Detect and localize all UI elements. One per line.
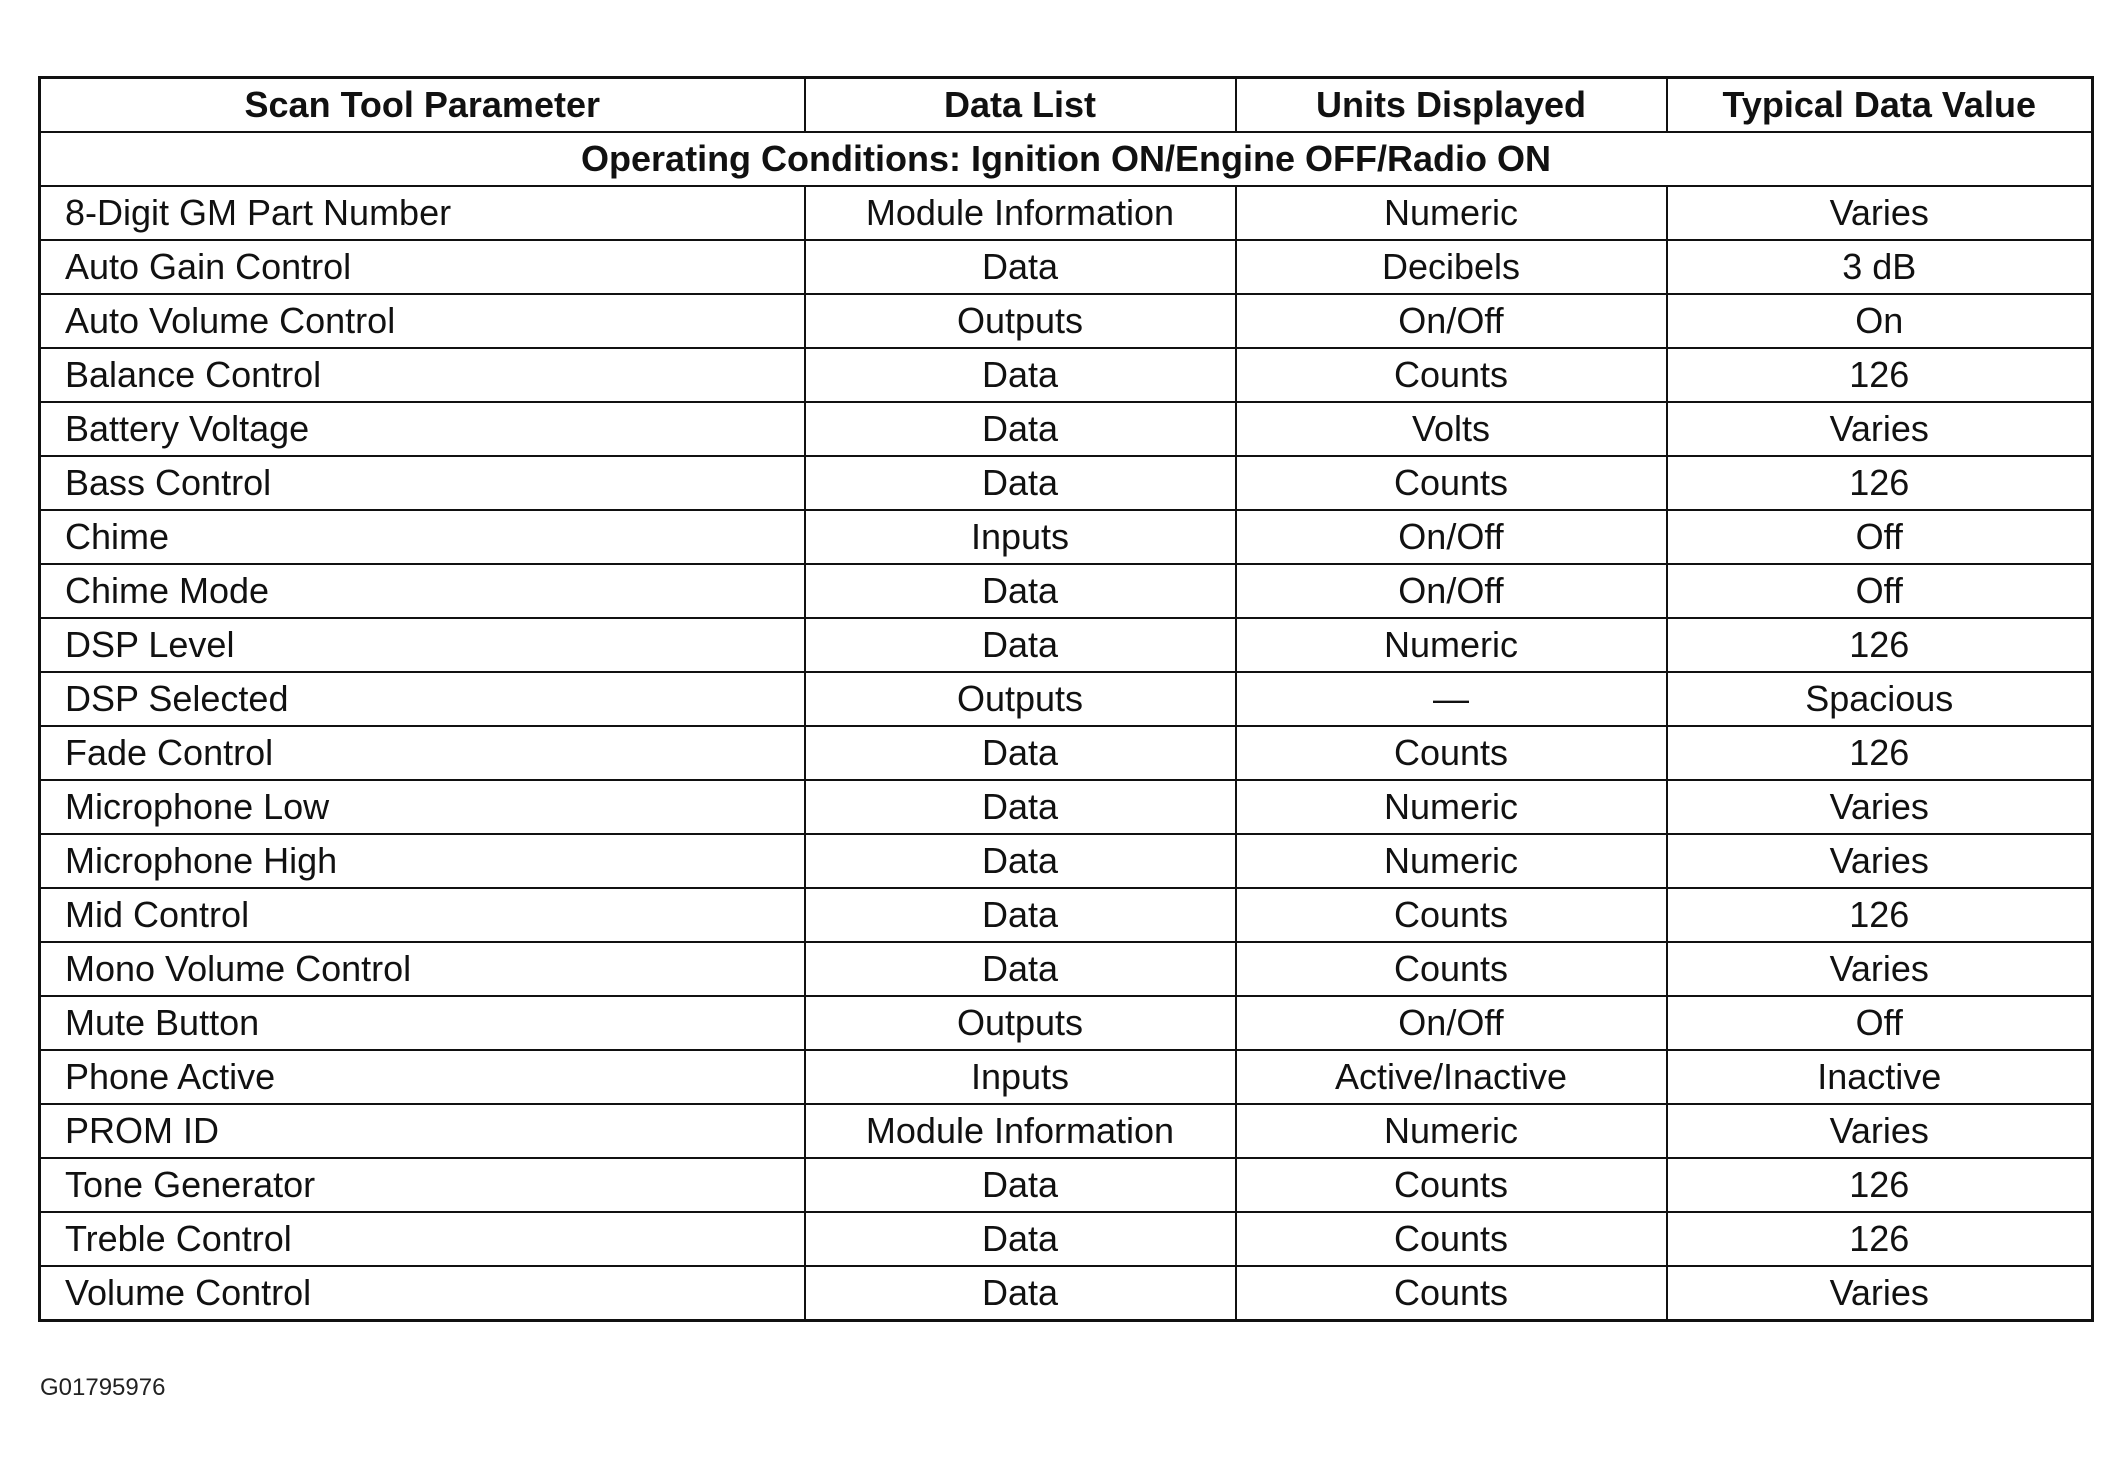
table-row [40,456,2093,510]
typical-value-cell: Varies [1667,834,2093,888]
table-row [40,996,2093,1050]
table-row [40,780,2093,834]
operating-conditions: Operating Conditions: Ignition ON/Engine OFF/Radio ON [40,132,2093,186]
table-row [40,294,2093,348]
typical-value-cell: Varies [1667,942,2093,996]
typical-value-cell: 126 [1667,618,2093,672]
units-cell: On/Off [1236,564,1667,618]
parameter-cell: Fade Control [40,726,805,780]
typical-value-cell: Off [1667,996,2093,1050]
typical-value-cell: On [1667,294,2093,348]
units-cell: Counts [1236,888,1667,942]
data-list-cell: Data [805,564,1236,618]
units-cell: Counts [1236,1212,1667,1266]
data-list-cell: Outputs [805,294,1236,348]
units-cell: Decibels [1236,240,1667,294]
typical-value-cell: 126 [1667,1212,2093,1266]
typical-value-cell: Inactive [1667,1050,2093,1104]
table-header-row [40,78,2093,133]
data-list-cell: Outputs [805,996,1236,1050]
parameter-cell: Auto Gain Control [40,240,805,294]
parameter-cell: DSP Selected [40,672,805,726]
table-row [40,1104,2093,1158]
units-cell: On/Off [1236,294,1667,348]
parameter-cell: PROM ID [40,1104,805,1158]
data-list-cell: Data [805,1266,1236,1321]
units-cell: Numeric [1236,834,1667,888]
units-cell: Numeric [1236,186,1667,240]
data-list-cell: Outputs [805,672,1236,726]
table-row [40,1050,2093,1104]
units-cell: — [1236,672,1667,726]
parameter-cell: Chime Mode [40,564,805,618]
parameter-cell: Phone Active [40,1050,805,1104]
typical-value-cell: Varies [1667,780,2093,834]
table-row [40,726,2093,780]
parameter-cell: Microphone High [40,834,805,888]
table-row [40,348,2093,402]
data-list-cell: Data [805,618,1236,672]
typical-value-cell: Varies [1667,402,2093,456]
typical-value-cell: 3 dB [1667,240,2093,294]
typical-value-cell: 126 [1667,1158,2093,1212]
units-cell: Counts [1236,1266,1667,1321]
units-cell: On/Off [1236,510,1667,564]
table-row [40,240,2093,294]
table-row [40,1158,2093,1212]
units-cell: Active/Inactive [1236,1050,1667,1104]
data-list-cell: Data [805,348,1236,402]
header-data-list: Data List [805,78,1236,133]
parameter-cell: Auto Volume Control [40,294,805,348]
parameter-cell: Mono Volume Control [40,942,805,996]
table-row [40,510,2093,564]
table-row [40,186,2093,240]
typical-value-cell: 126 [1667,888,2093,942]
table-row [40,834,2093,888]
scan-tool-data-table [38,76,2094,1322]
figure-id: G01795976 [40,1374,166,1401]
table-row [40,618,2093,672]
table-row [40,564,2093,618]
units-cell: Counts [1236,942,1667,996]
parameter-cell: Mid Control [40,888,805,942]
header-scan-tool-parameter: Scan Tool Parameter [40,78,805,133]
units-cell: Numeric [1236,780,1667,834]
parameter-cell: Chime [40,510,805,564]
typical-value-cell: Varies [1667,1266,2093,1321]
parameter-cell: Mute Button [40,996,805,1050]
header-units-displayed: Units Displayed [1236,78,1667,133]
header-typical-data-value: Typical Data Value [1667,78,2093,133]
table-row [40,942,2093,996]
parameter-cell: Battery Voltage [40,402,805,456]
data-list-cell: Data [805,1158,1236,1212]
data-list-cell: Data [805,888,1236,942]
units-cell: Counts [1236,726,1667,780]
units-cell: On/Off [1236,996,1667,1050]
table-row [40,672,2093,726]
data-list-cell: Inputs [805,1050,1236,1104]
units-cell: Numeric [1236,618,1667,672]
data-list-cell: Data [805,1212,1236,1266]
operating-conditions-row [40,132,2093,186]
typical-value-cell: Varies [1667,1104,2093,1158]
data-list-cell: Module Information [805,186,1236,240]
parameter-cell: Balance Control [40,348,805,402]
typical-value-cell: 126 [1667,456,2093,510]
data-list-cell: Inputs [805,510,1236,564]
parameter-cell: 8-Digit GM Part Number [40,186,805,240]
data-list-cell: Data [805,402,1236,456]
units-cell: Counts [1236,456,1667,510]
typical-value-cell: Spacious [1667,672,2093,726]
typical-value-cell: 126 [1667,348,2093,402]
data-list-cell: Data [805,456,1236,510]
typical-value-cell: Varies [1667,186,2093,240]
parameter-cell: DSP Level [40,618,805,672]
data-list-cell: Module Information [805,1104,1236,1158]
typical-value-cell: Off [1667,510,2093,564]
units-cell: Counts [1236,1158,1667,1212]
data-list-cell: Data [805,942,1236,996]
data-list-cell: Data [805,240,1236,294]
typical-value-cell: 126 [1667,726,2093,780]
table-row [40,1266,2093,1321]
parameter-cell: Tone Generator [40,1158,805,1212]
parameter-cell: Bass Control [40,456,805,510]
table-row [40,888,2093,942]
parameter-cell: Volume Control [40,1266,805,1321]
units-cell: Volts [1236,402,1667,456]
table-row [40,1212,2093,1266]
data-list-cell: Data [805,834,1236,888]
data-list-cell: Data [805,726,1236,780]
data-list-cell: Data [805,780,1236,834]
units-cell: Numeric [1236,1104,1667,1158]
parameter-cell: Microphone Low [40,780,805,834]
table-row [40,402,2093,456]
units-cell: Counts [1236,348,1667,402]
parameter-cell: Treble Control [40,1212,805,1266]
typical-value-cell: Off [1667,564,2093,618]
